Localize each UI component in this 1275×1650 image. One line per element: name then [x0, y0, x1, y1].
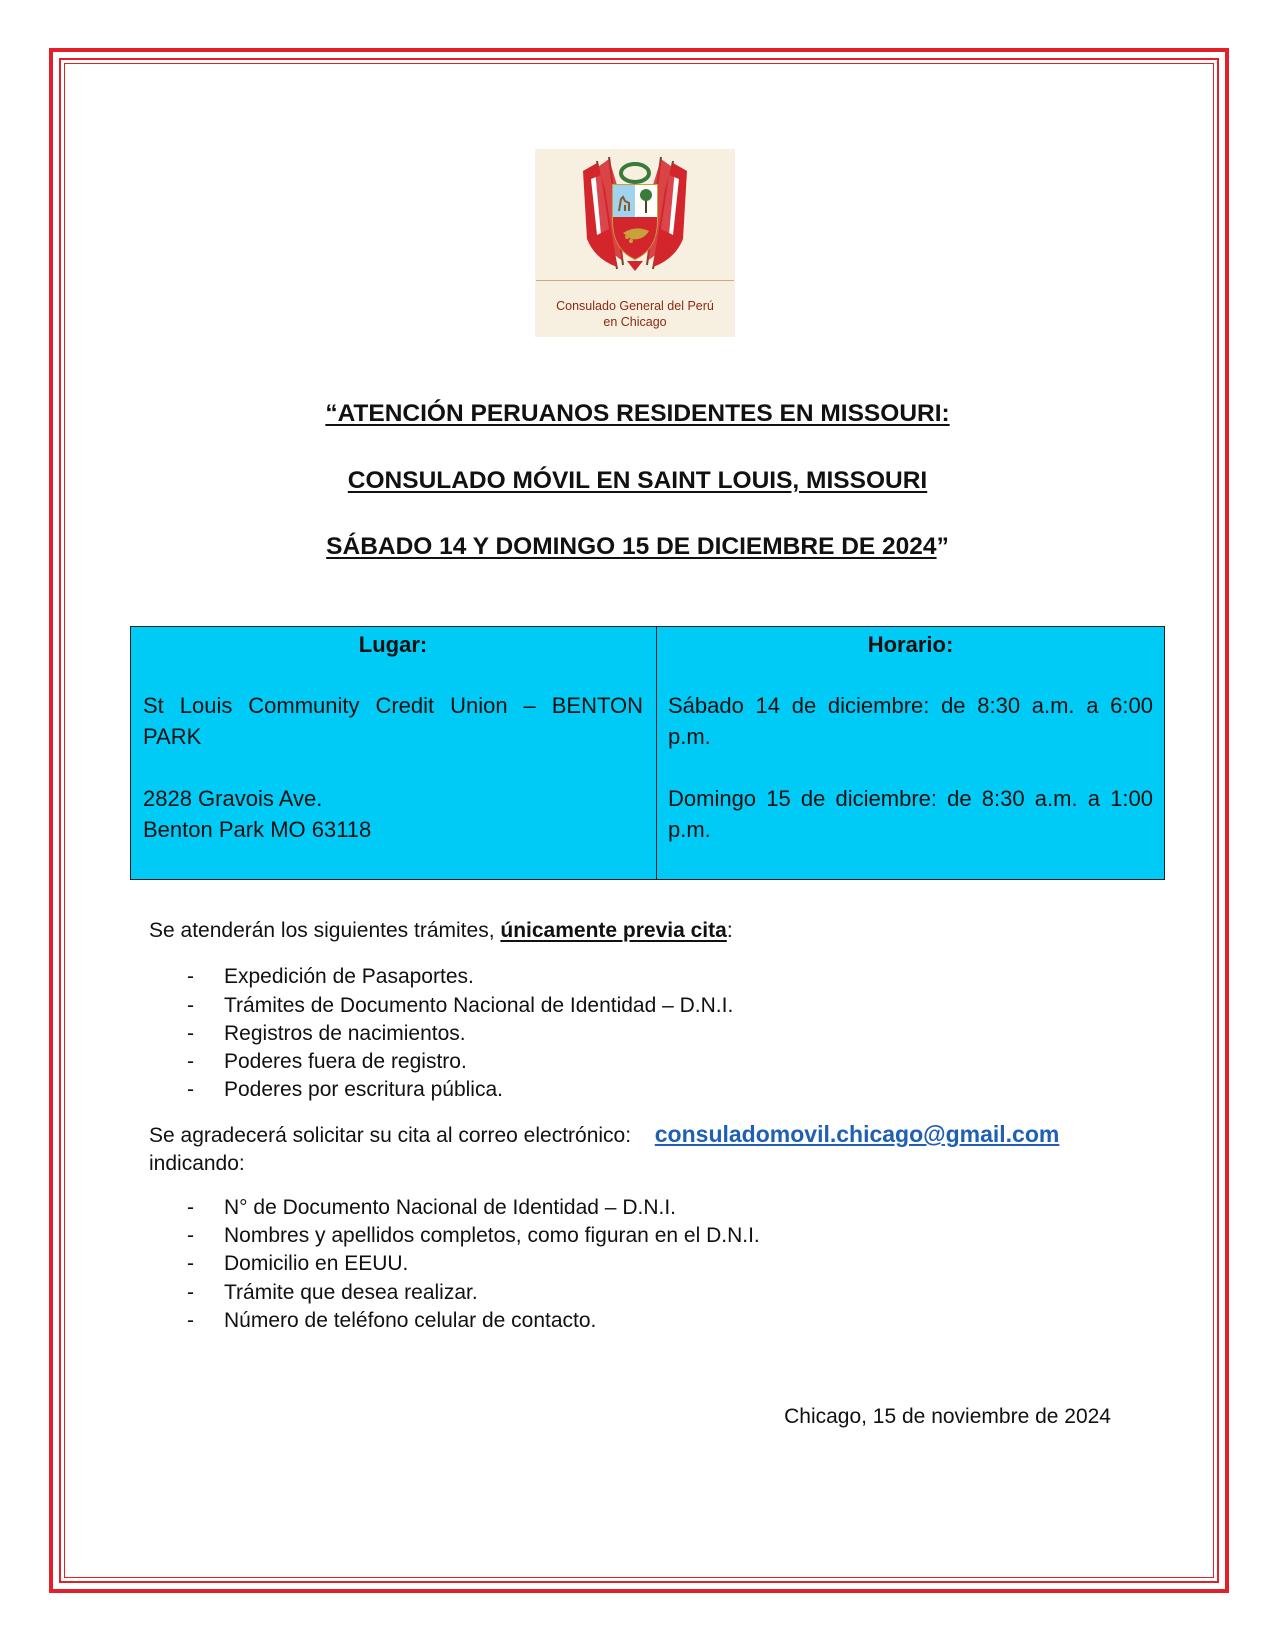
logo-text-line2: en Chicago — [603, 315, 667, 329]
services-intro-emphasis: únicamente previa cita — [500, 919, 727, 942]
list-item-text: Poderes fuera de registro. — [224, 1050, 467, 1073]
list-item-text: Poderes por escritura pública. — [224, 1078, 503, 1101]
page-title-line1 — [0, 399, 1275, 429]
place-name: St Louis Community Credit Union – BENTON PARK — [143, 693, 643, 749]
email-link[interactable]: consuladomovil.chicago@gmail.com — [654, 1121, 1060, 1147]
table-column-divider — [656, 627, 657, 879]
list-dash: - — [187, 1309, 194, 1332]
list-item-text: Número de teléfono celular de contacto. — [224, 1309, 597, 1332]
peru-coat-of-arms-icon — [535, 149, 735, 281]
appointment-indicating: indicando: — [149, 1152, 245, 1175]
info-table — [130, 626, 1165, 880]
services-intro-end: : — [726, 919, 733, 942]
list-item-text: Trámites de Documento Nacional de Identidad – D.N.I. — [224, 994, 734, 1017]
list-item-text: Expedición de Pasaportes. — [224, 965, 474, 988]
title-line1-text: “ATENCIÓN PERUANOS RESIDENTES EN MISSOURI: — [325, 400, 950, 427]
list-item-text: Trámite que desea realizar. — [224, 1281, 478, 1304]
list-dash: - — [187, 1078, 194, 1101]
list-dash: - — [187, 1196, 194, 1219]
schedule-header: Horario: — [867, 632, 954, 657]
title-close-quote: ” — [936, 533, 949, 560]
list-dash: - — [187, 1252, 194, 1275]
logo-text-line1: Consulado General del Perú — [556, 299, 714, 313]
list-dash: - — [187, 994, 194, 1017]
list-dash: - — [187, 1224, 194, 1247]
list-dash: - — [187, 1281, 194, 1304]
title-line2-text: CONSULADO MÓVIL EN SAINT LOUIS, MISSOURI — [347, 467, 928, 494]
schedule-saturday: Sábado 14 de diciembre: de 8:30 a.m. a 6:00 p.m. — [668, 693, 1153, 749]
list-dash: - — [187, 1050, 194, 1073]
logo-divider — [536, 280, 734, 281]
list-item-text: N° de Documento Nacional de Identidad – D.N.I. — [224, 1196, 676, 1219]
place-header: Lugar: — [358, 632, 428, 657]
page-title-line3 — [0, 532, 1275, 562]
place-address-line2: Benton Park MO 63118 — [143, 817, 372, 842]
services-intro — [149, 917, 733, 945]
list-item-text: Registros de nacimientos. — [224, 1022, 466, 1045]
list-dash: - — [187, 1022, 194, 1045]
title-line3-text: SÁBADO 14 Y DOMINGO 15 DE DICIEMBRE DE 2024 — [326, 533, 937, 560]
page-title-line2 — [0, 466, 1275, 496]
list-item-text: Nombres y apellidos completos, como figuran en el D.N.I. — [224, 1224, 760, 1247]
list-dash: - — [187, 965, 194, 988]
place-address-line1: 2828 Gravois Ave. — [143, 786, 323, 811]
signature-date: Chicago, 15 de noviembre de 2024 — [784, 1405, 1111, 1428]
appointment-request-text: Se agradecerá solicitar su cita al correo electrónico: — [149, 1124, 632, 1147]
consulate-logo — [535, 149, 735, 337]
appointment-request — [149, 1120, 1149, 1150]
list-item-text: Domicilio en EEUU. — [224, 1252, 409, 1275]
services-intro-text: Se atenderán los siguientes trámites, — [149, 919, 495, 942]
schedule-sunday: Domingo 15 de diciembre: de 8:30 a.m. a 1:00 p.m. — [668, 786, 1153, 842]
